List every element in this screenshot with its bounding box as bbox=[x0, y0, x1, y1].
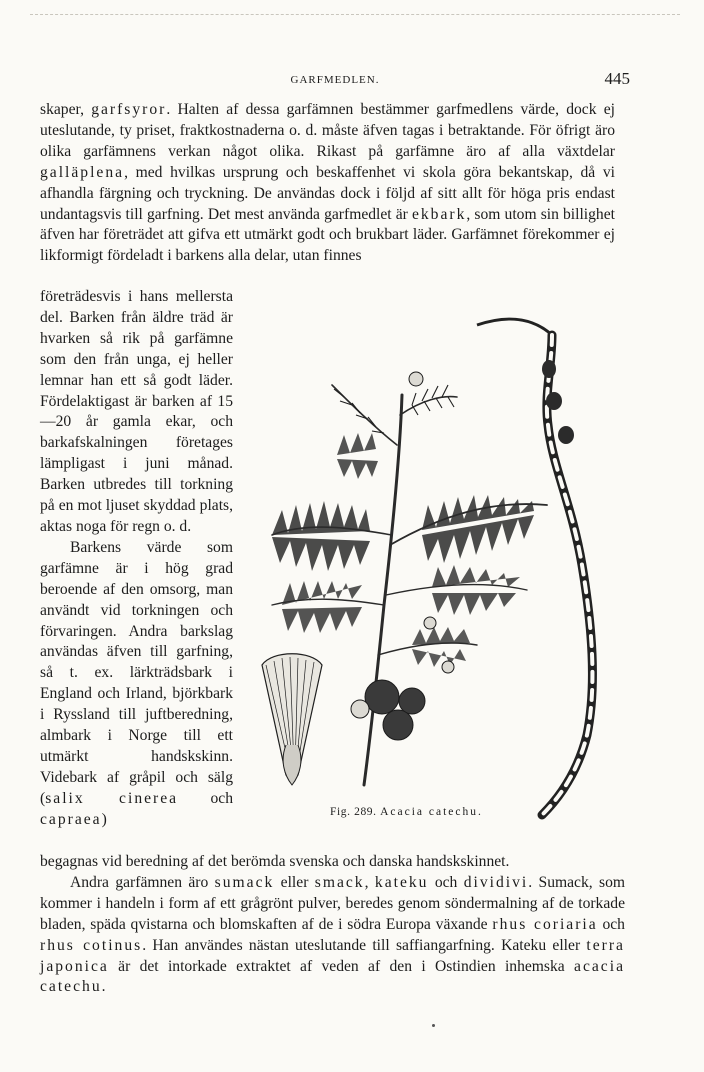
acacia-illustration bbox=[252, 305, 632, 825]
seed-pod bbox=[477, 319, 592, 815]
paragraph-bark-harvest: företrädesvis i hans mellersta del. Barken från äldre träd är hvarken så rik på garfämne som den från unga, ej heller lemnar han ett så godt läder. Fördelaktigast är barken af 15—20 år gamla ekar, och barkafskalningen företages lämpligast i juni månad. Barken utbredes till torkning på en mot ljuset skyddad plats, aktas noga för regn o. d. bbox=[40, 288, 233, 535]
spaced-term: terra japonica bbox=[40, 936, 625, 975]
spaced-term: acacia catechu bbox=[40, 957, 625, 996]
pinnae bbox=[272, 433, 534, 667]
stray-ink-mark bbox=[432, 1024, 435, 1027]
branch-upper-right bbox=[400, 397, 457, 415]
text-block-beside-figure bbox=[40, 287, 233, 831]
flower-detail bbox=[262, 654, 322, 785]
text-block-top bbox=[40, 100, 615, 267]
spaced-term: dividivi bbox=[463, 873, 529, 891]
text-block-bottom bbox=[40, 852, 625, 998]
paragraph-ekbark: skaper, garfsyror. Halten af dessa garfämnen bestämmer garfmedlens värde, dock ej uteslutande, ty priset, fraktkostnaderna o. d. måste äfven tagas i betraktande. För öfrigt äro olika garfämnens verkan något olika. Rikast på garfämne äro af alla växtdelar galläplena, med hvilkas ursprung och beskaffenhet vi skola göra bekantskap, då vi afhandla färgning och tryckning. De användas dock i följd af sitt allt för höga pris endast undantagsvis till garfning. Det mest använda garfmedlet är ekbark, som utom sin billighet äfven har företrädet att gifva ett utmärkt godt och brukbart läder. Garfämnet förekommer ej likformigt fördeladt i barkens alla delar, utan finnes bbox=[40, 101, 615, 265]
paragraph-bark-value: Barkens värde som garfämne är i hög grad beroende af den omsorg, man användt vid torkningen och förvaringen. Andra barkslag användas äfven till garfning, så t. ex. lärkträdsbark i England och Irland, björkbark i Ryssland till juftberedning, almbark i Norge till ett utmärkt handskskinn. Videbark af gråpil och sälg (salix cinerea och capraea) bbox=[40, 538, 233, 828]
leaflets bbox=[334, 385, 454, 433]
flower-heads bbox=[351, 372, 454, 740]
spaced-term: smack bbox=[314, 873, 365, 891]
figure-species: Acacia catechu. bbox=[380, 806, 483, 818]
spaced-term: kateku bbox=[374, 873, 429, 891]
branch-upper-left bbox=[332, 385, 397, 445]
spaced-term: salix cinerea bbox=[45, 789, 179, 807]
spaced-term: garfsyror bbox=[91, 101, 167, 118]
spaced-term: capraea bbox=[40, 810, 102, 828]
figure-acacia-catechu bbox=[252, 305, 632, 825]
spaced-term: ekbark bbox=[411, 205, 467, 223]
top-edge-rule bbox=[30, 14, 680, 15]
branch-bottom-right bbox=[378, 643, 477, 655]
spaced-term: rhus coriaria bbox=[492, 915, 598, 933]
spaced-term: rhus cotinus bbox=[40, 936, 143, 954]
paragraph-glove-leather: begagnas vid beredning af det berömda svenska och danska handskskinnet. bbox=[40, 853, 510, 870]
running-title: GARFMEDLEN. bbox=[290, 74, 380, 86]
leaf-top-right bbox=[412, 385, 454, 415]
figure-caption bbox=[330, 806, 483, 818]
figure-number: Fig. 289. bbox=[330, 806, 377, 818]
spaced-term: sumack bbox=[214, 873, 275, 891]
paragraph-other-tannins: Andra garfämnen äro sumack eller smack, kateku och dividivi. Sumack, som kommer i handeln i form af ett grågrönt pulver, beredes genom söndermalning af de torkade bladen, späda qvistarna och blomskaften af de i södra Europa växande rhus coriaria och rhus cotinus. Han användes nästan uteslutande till saffiangarfning. Kateku eller terra japonica är det intorkade extraktet af veden af den i Ostindien inhemska acacia catechu. bbox=[40, 873, 626, 996]
leaf-upper-left bbox=[334, 389, 384, 433]
spaced-term: galläplena bbox=[40, 163, 125, 181]
page-number: 445 bbox=[604, 69, 630, 88]
